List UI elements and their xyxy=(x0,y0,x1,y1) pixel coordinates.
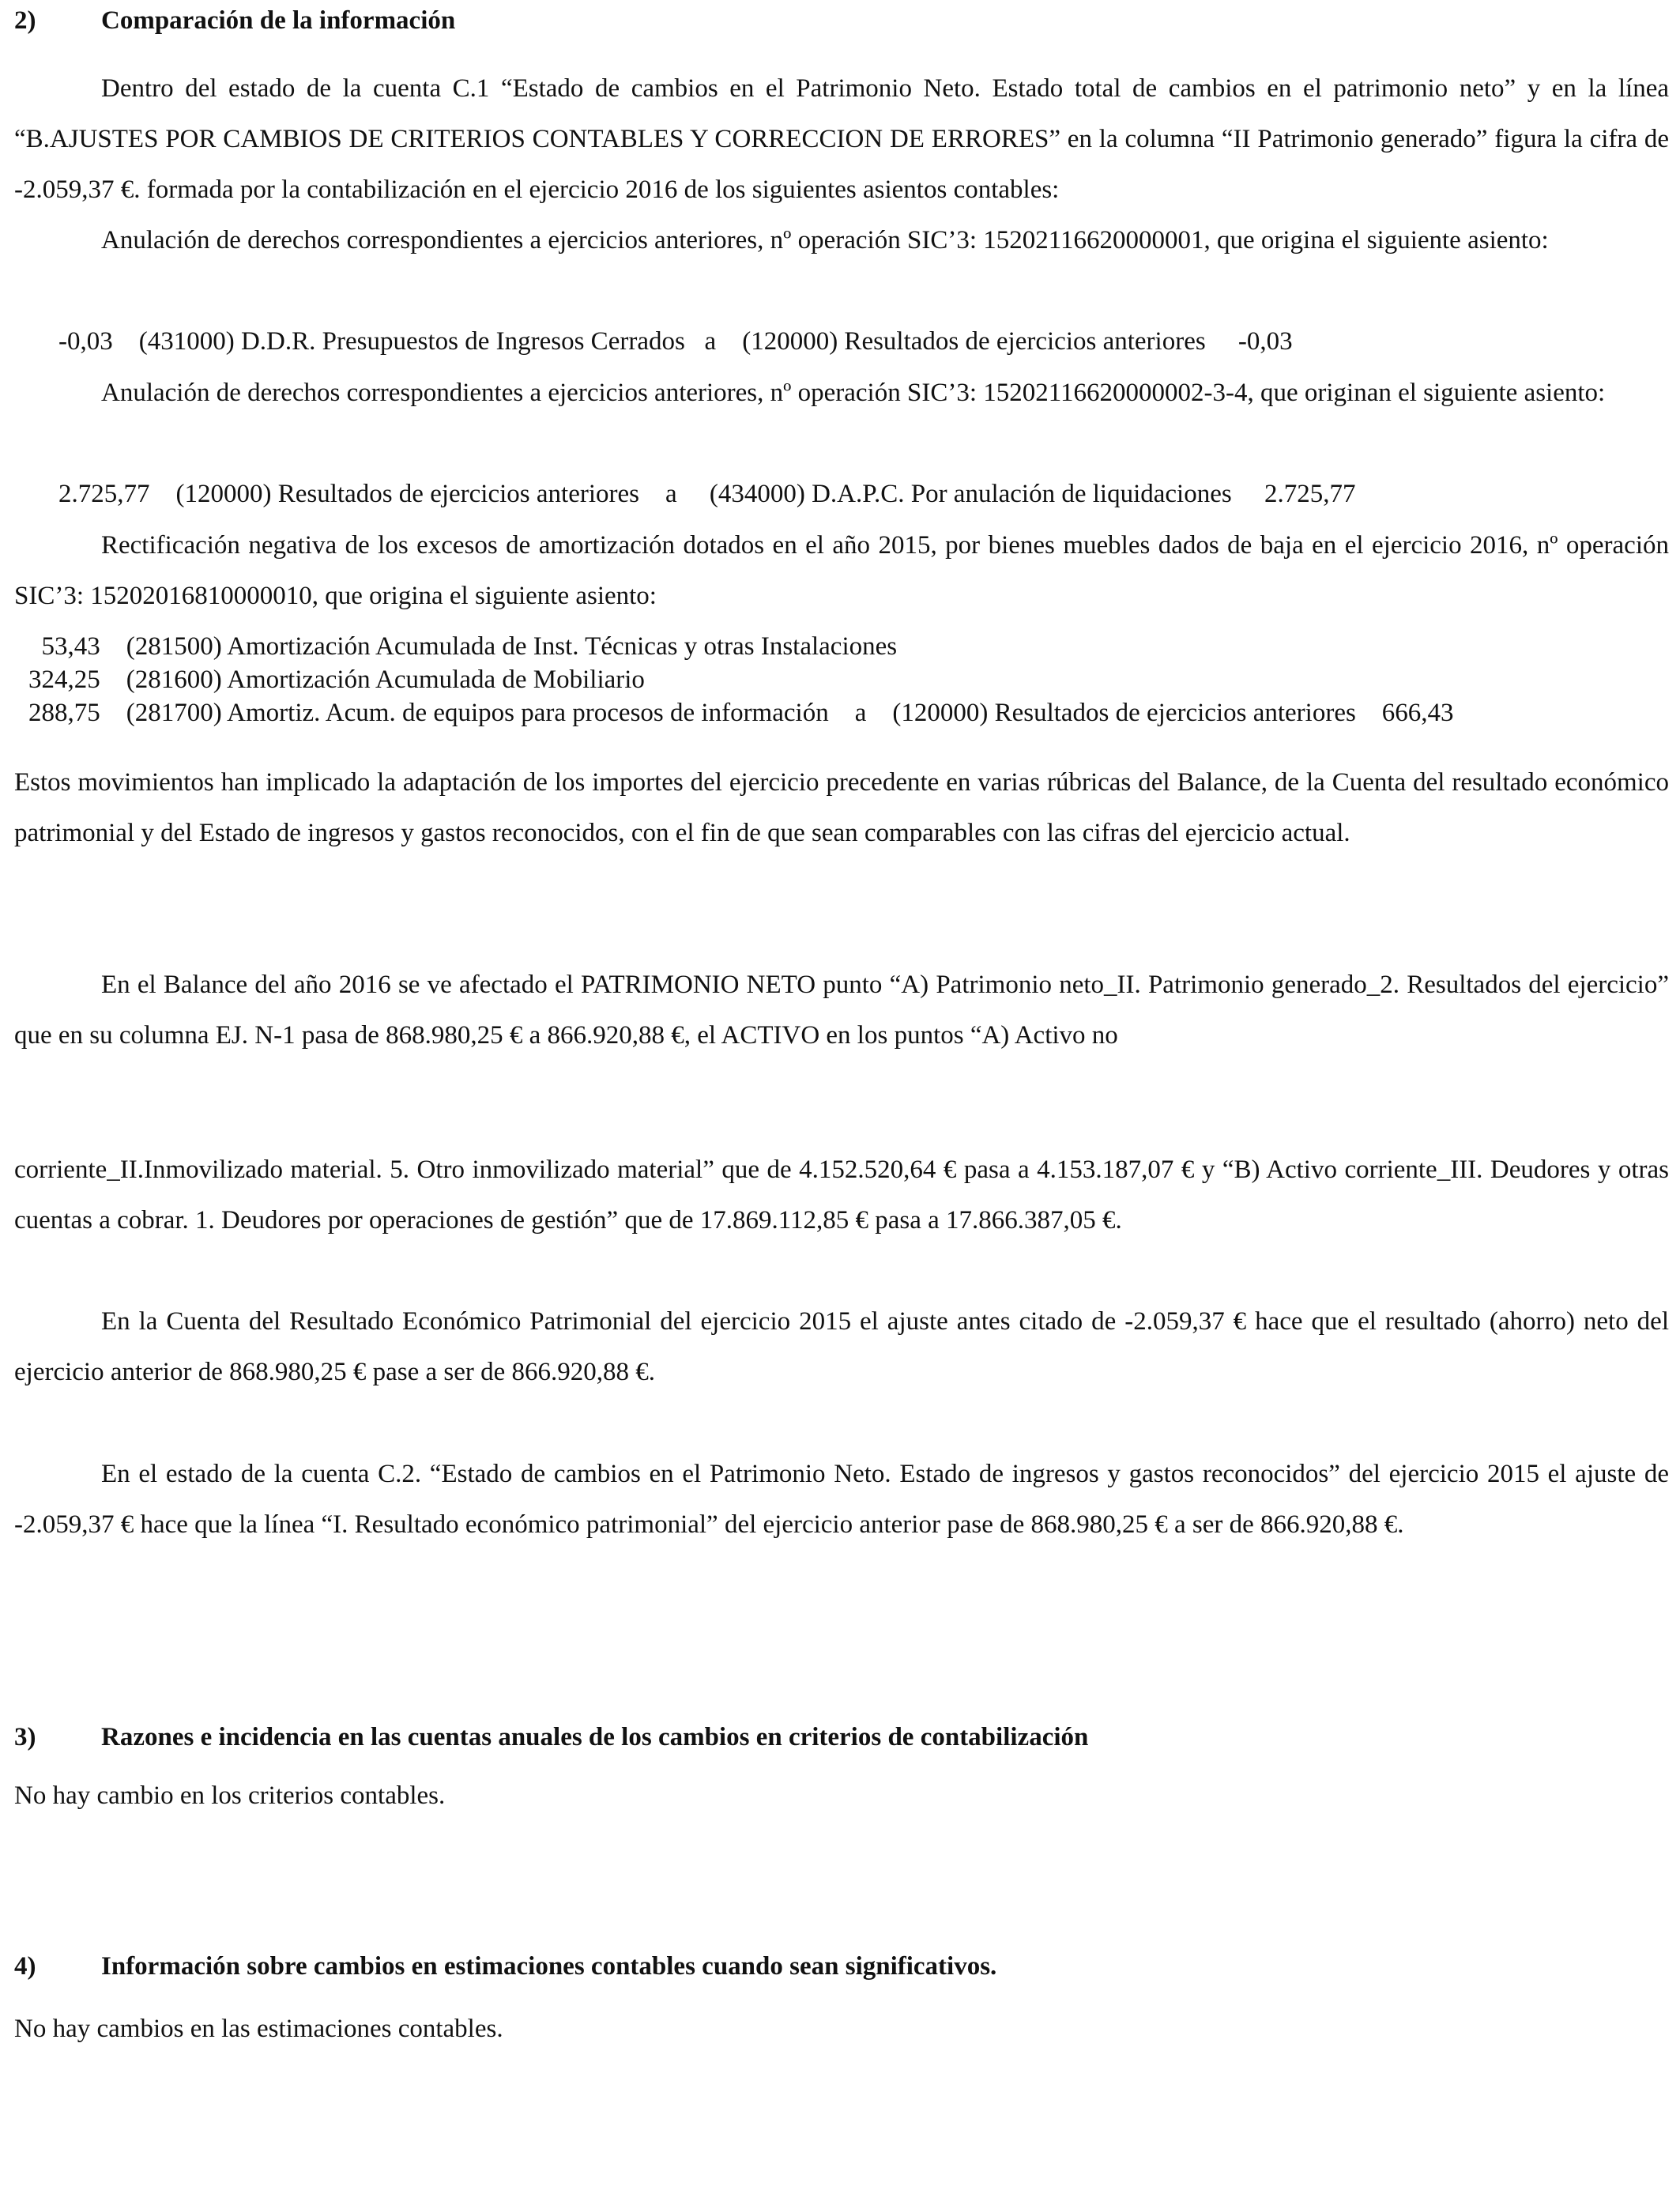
paragraph: En el estado de la cuenta C.2. “Estado de cambios en el Patrimonio Neto. Estado de ingresos y gastos reconocidos” del ejercicio 2015 el ajuste de -2.059,37 € hace que la línea “I. Resultado económico patrimonial” del ejercicio anterior pase de 868.980,25 € a ser de 866.920,88 €. xyxy=(14,1460,1669,1539)
paragraph: En el Balance del año 2016 se ve afectado el PATRIMONIO NETO punto “A) Patrimonio neto_II. Patrimonio generado_2. Resultados del ejercicio” que en su columna EJ. N-1 pasa de 868.980,25 € a 866.920,88 €, el ACTIVO en los puntos “A) Activo no xyxy=(14,971,1669,1050)
accounting-entry-line: 324,25 (281600) Amortización Acumulada de Mobiliario xyxy=(28,665,645,694)
section-number: 4) xyxy=(14,1952,36,1981)
section-number: 2) xyxy=(14,6,36,35)
paragraph: No hay cambios en las estimaciones contables. xyxy=(14,2015,503,2043)
section-number: 3) xyxy=(14,1723,36,1751)
paragraph: Anulación de derechos correspondientes a ejercicios anteriores, nº operación SIC’3: 15202116620000002-3-4, que originan el siguiente asiento: xyxy=(101,379,1606,407)
paragraph: Anulación de derechos correspondientes a ejercicios anteriores, nº operación SIC’3: 15202116620000001, que origina el siguiente asiento: xyxy=(101,226,1549,254)
section-4-heading xyxy=(14,1952,996,1981)
section-2-heading xyxy=(14,6,455,36)
paragraph: En la Cuenta del Resultado Económico Patrimonial del ejercicio 2015 el ajuste antes citado de -2.059,37 € hace que el resultado (ahorro) neto del ejercicio anterior de 868.980,25 € pase a ser de 866.920,88 €. xyxy=(14,1307,1669,1386)
accounting-entry-line: 288,75 (281700) Amortiz. Acum. de equipos para procesos de información a (120000) Resultados de ejercicios anteriores 666,43 xyxy=(28,699,1454,727)
section-title: Información sobre cambios en estimaciones contables cuando sean significativos. xyxy=(101,1952,997,1981)
section-title: Comparación de la información xyxy=(101,6,456,35)
accounting-entry: -0,03 (431000) D.D.R. Presupuestos de Ingresos Cerrados a (120000) Resultados de ejercicios anteriores -0,03 xyxy=(58,327,1293,356)
paragraph: corriente_II.Inmovilizado material. 5. Otro inmovilizado material” que de 4.152.520,64 € pasa a 4.153.187,07 € y “B) Activo corriente_III. Deudores y otras cuentas a cobrar. 1. Deudores por operaciones de gestión” que de 17.869.112,85 € pasa a 17.866.387,05 €. xyxy=(14,1155,1669,1235)
accounting-entry: 2.725,77 (120000) Resultados de ejercicios anteriores a (434000) D.A.P.C. Por anulación de liquidaciones 2.725,77 xyxy=(58,480,1356,508)
paragraph: Dentro del estado de la cuenta C.1 “Estado de cambios en el Patrimonio Neto. Estado total de cambios en el patrimonio neto” y en la línea “B.AJUSTES POR CAMBIOS DE CRITERIOS CONTABLES Y CORRECCION DE ERRORES” en la columna “II Patrimonio generado” figura la cifra de -2.059,37 €. formada por la contabilización en el ejercicio 2016 de los siguientes asientos contables: xyxy=(14,74,1669,204)
accounting-entry-line: 53,43 (281500) Amortización Acumulada de Inst. Técnicas y otras Instalaciones xyxy=(28,632,898,661)
paragraph: No hay cambio en los criterios contables. xyxy=(14,1781,446,1810)
section-3-heading xyxy=(14,1723,1088,1752)
paragraph: Rectificación negativa de los excesos de amortización dotados en el año 2015, por bienes muebles dados de baja en el ejercicio 2016, nº operación SIC’3: 15202016810000010, que origina el siguiente asiento: xyxy=(14,531,1669,610)
section-title: Razones e incidencia en las cuentas anuales de los cambios en criterios de contabilización xyxy=(101,1723,1089,1751)
paragraph: Estos movimientos han implicado la adaptación de los importes del ejercicio precedente en varias rúbricas del Balance, de la Cuenta del resultado económico patrimonial y del Estado de ingresos y gastos reconocidos, con el fin de que sean comparables con las cifras del ejercicio actual. xyxy=(14,768,1669,847)
